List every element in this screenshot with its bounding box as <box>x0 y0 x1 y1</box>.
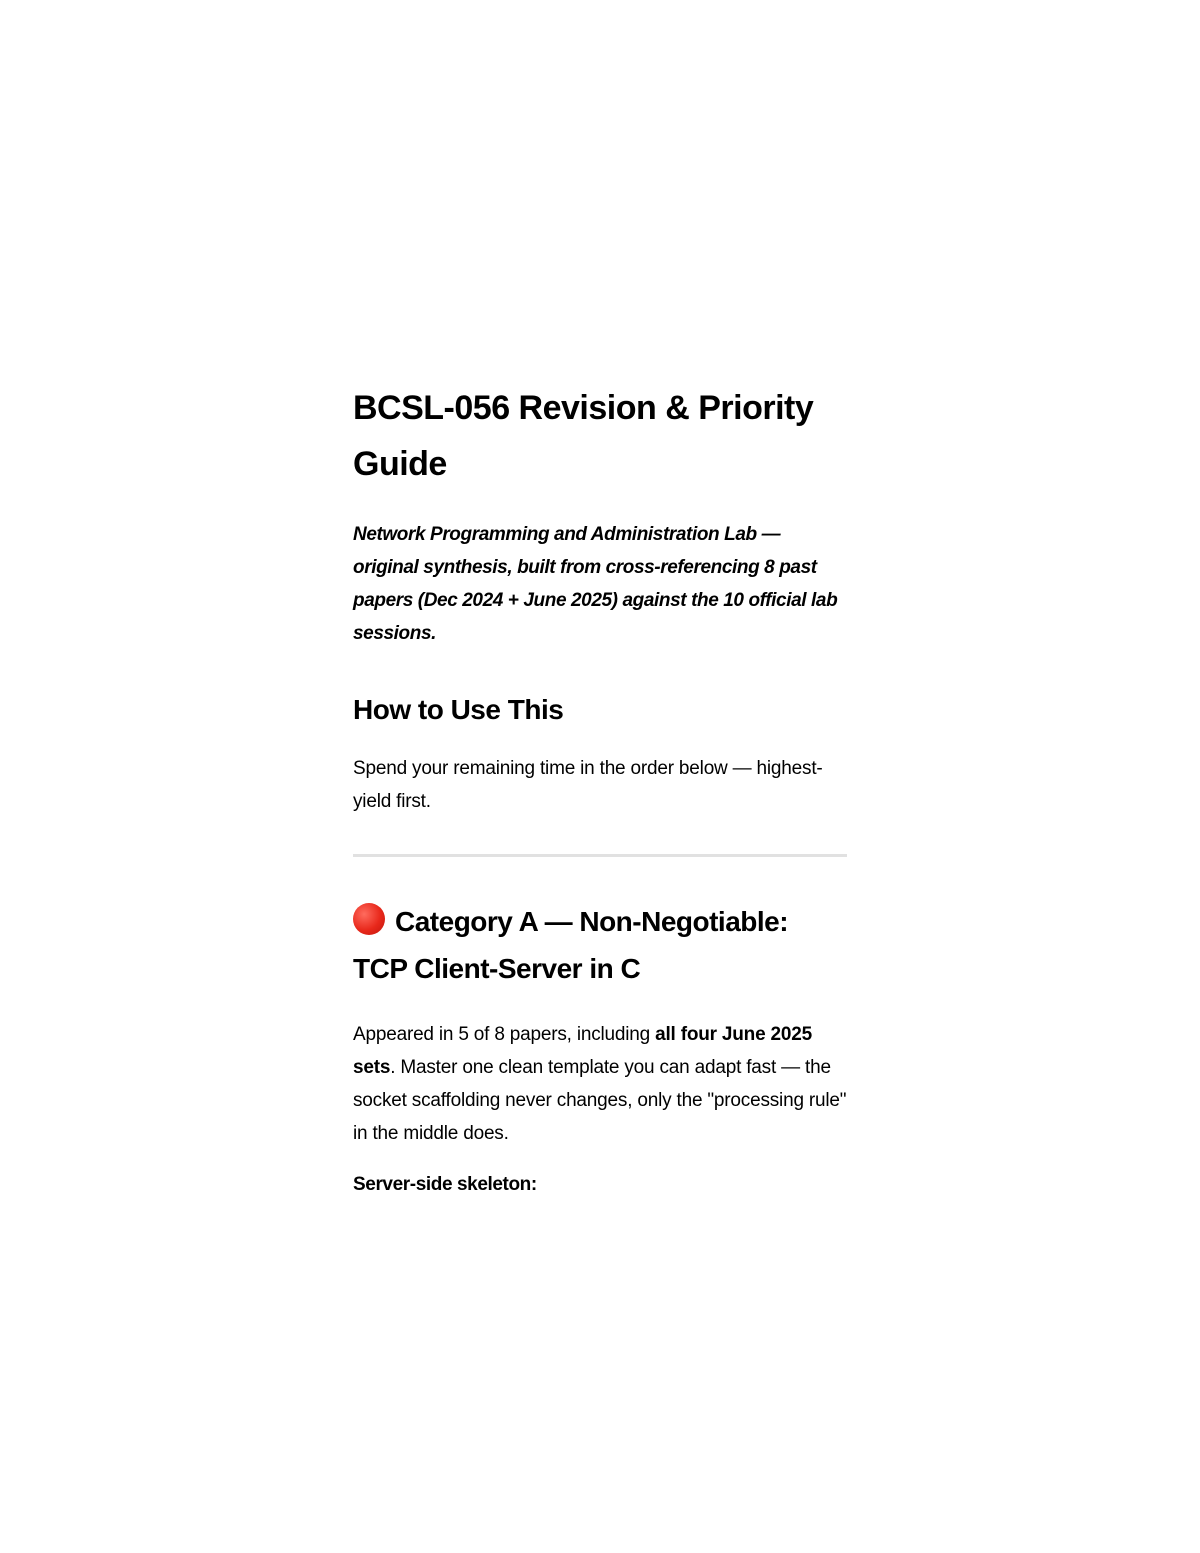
category-a-paragraph <box>353 1018 847 1150</box>
document-subtitle: Network Programming and Administration Lab — original synthesis, built from cross-referencing 8 past papers (Dec 2024 + June 2025) against the 10 official lab sessions. <box>353 524 838 644</box>
how-to-use-paragraph: Spend your remaining time in the order below — highest-yield first. <box>353 758 823 812</box>
category-a-text-part1: Appeared in 5 of 8 papers, including <box>353 1024 656 1045</box>
section-heading-category-a <box>353 898 847 992</box>
document-title: BCSL-056 Revision & Priority Guide <box>353 389 814 483</box>
server-skeleton-label: Server-side skeleton: <box>353 1174 537 1195</box>
red-circle-icon <box>353 903 385 935</box>
document-page <box>353 380 847 1201</box>
category-a-heading-text: Category A — Non-Negotiable: TCP Client-Server in C <box>353 906 789 984</box>
category-a-bold-text: all four June 2025 sets <box>353 1024 813 1078</box>
section-heading-how-to-use: How to Use This <box>353 694 564 725</box>
section-divider <box>353 854 847 857</box>
category-a-text-part2: . Master one clean template you can adapt fast — the socket scaffolding never changes, only the "processing rule" in the middle does. <box>353 1057 847 1144</box>
